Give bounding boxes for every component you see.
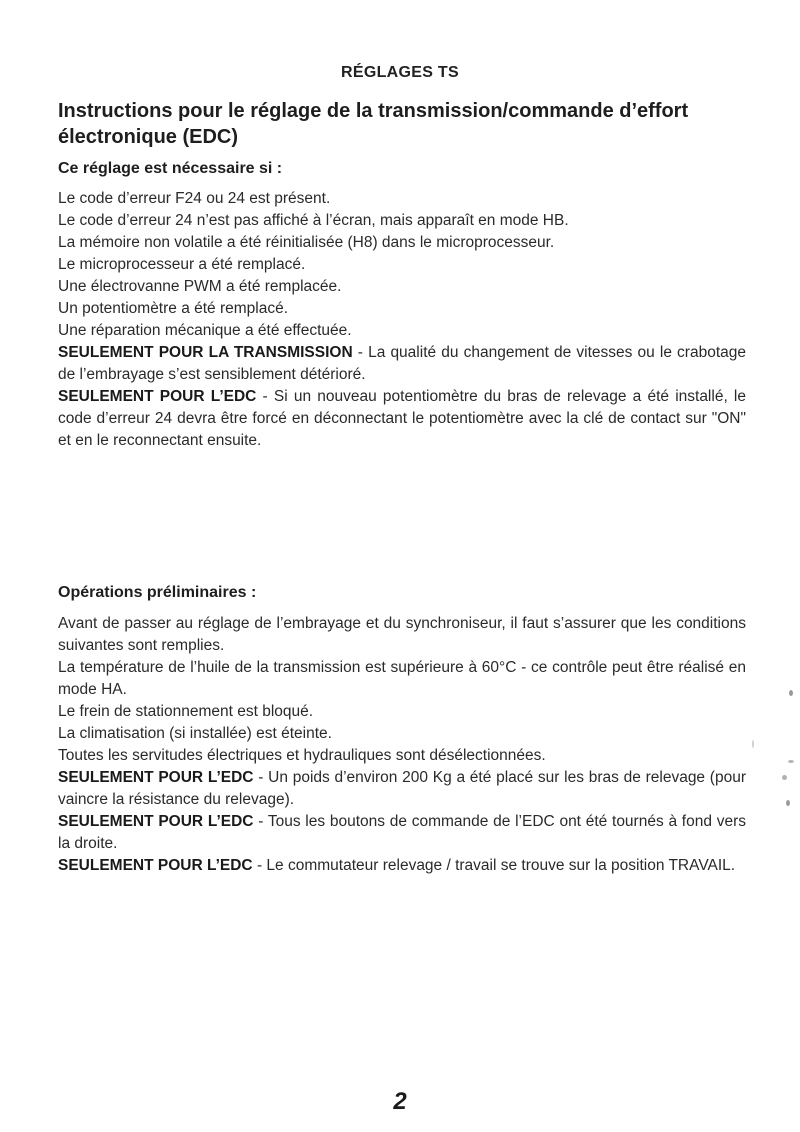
transmission-note — [58, 342, 746, 386]
condition-line: La mémoire non volatile a été réinitialisée (H8) dans le microprocesseur. — [58, 234, 555, 251]
section1-body — [58, 188, 746, 452]
note-label: SEULEMENT POUR LA TRANSMISSION — [58, 344, 353, 361]
edc-note — [58, 855, 746, 877]
section2-body — [58, 613, 746, 877]
prelim-paragraph: La température de l’huile de la transmission est supérieure à 60°C - ce contrôle peut être réalisé en mode HA. — [58, 659, 746, 698]
section1-heading: Ce réglage est nécessaire si : — [58, 160, 283, 177]
condition-line: Une réparation mécanique a été effectuée. — [58, 322, 352, 339]
edc-note — [58, 386, 746, 452]
note-label: SEULEMENT POUR L’EDC — [58, 388, 257, 405]
condition-line: Le microprocesseur a été remplacé. — [58, 256, 306, 273]
prelim-line: Toutes les servitudes électriques et hydrauliques sont désélectionnées. — [58, 747, 546, 764]
note-text: - Un poids d’environ 200 Kg a été placé sur les bras de relevage (pour vaincre la résistance du relevage). — [58, 769, 746, 808]
note-label: SEULEMENT POUR L’EDC — [58, 857, 253, 874]
section-title: RÉGLAGES TS — [341, 64, 459, 81]
scan-speck — [789, 690, 793, 696]
page-title: Instructions pour le réglage de la transmission/commande d’effort électronique (EDC) — [58, 100, 689, 148]
note-text: - Le commutateur relevage / travail se trouve sur la position TRAVAIL. — [252, 857, 736, 874]
edc-note — [58, 767, 746, 811]
scan-speck — [782, 775, 787, 780]
scan-speck — [752, 740, 754, 748]
prelim-line: La climatisation (si installée) est éteinte. — [58, 725, 332, 742]
note-label: SEULEMENT POUR L’EDC — [58, 813, 254, 830]
prelim-line: Le frein de stationnement est bloqué. — [58, 703, 314, 720]
page-number: 2 — [393, 1088, 407, 1115]
scan-speck — [788, 760, 794, 763]
condition-line: Le code d’erreur 24 n’est pas affiché à l’écran, mais apparaît en mode HB. — [58, 212, 569, 229]
note-text: - Si un nouveau potentiomètre du bras de relevage a été installé, le code d’erreur 24 devra être forcé en déconnectant le potentiomètre avec la clé de contact sur "ON" et en le reconnectant ensuite. — [58, 388, 746, 449]
section2-heading: Opérations préliminaires : — [58, 584, 257, 601]
edc-note — [58, 811, 746, 855]
scan-speck — [786, 800, 790, 806]
condition-line: Le code d’erreur F24 ou 24 est présent. — [58, 190, 331, 207]
note-text: - Tous les boutons de commande de l’EDC ont été tournés à fond vers la droite. — [58, 813, 746, 852]
note-text: - La qualité du changement de vitesses ou le crabotage de l’embrayage s’est sensiblement détérioré. — [58, 344, 747, 383]
note-label: SEULEMENT POUR L’EDC — [58, 769, 254, 786]
condition-line: Un potentiomètre a été remplacé. — [58, 300, 289, 317]
condition-line: Une électrovanne PWM a été remplacée. — [58, 278, 342, 295]
prelim-paragraph: Avant de passer au réglage de l’embrayage et du synchroniseur, il faut s’assurer que les conditions suivantes sont remplies. — [58, 615, 746, 654]
